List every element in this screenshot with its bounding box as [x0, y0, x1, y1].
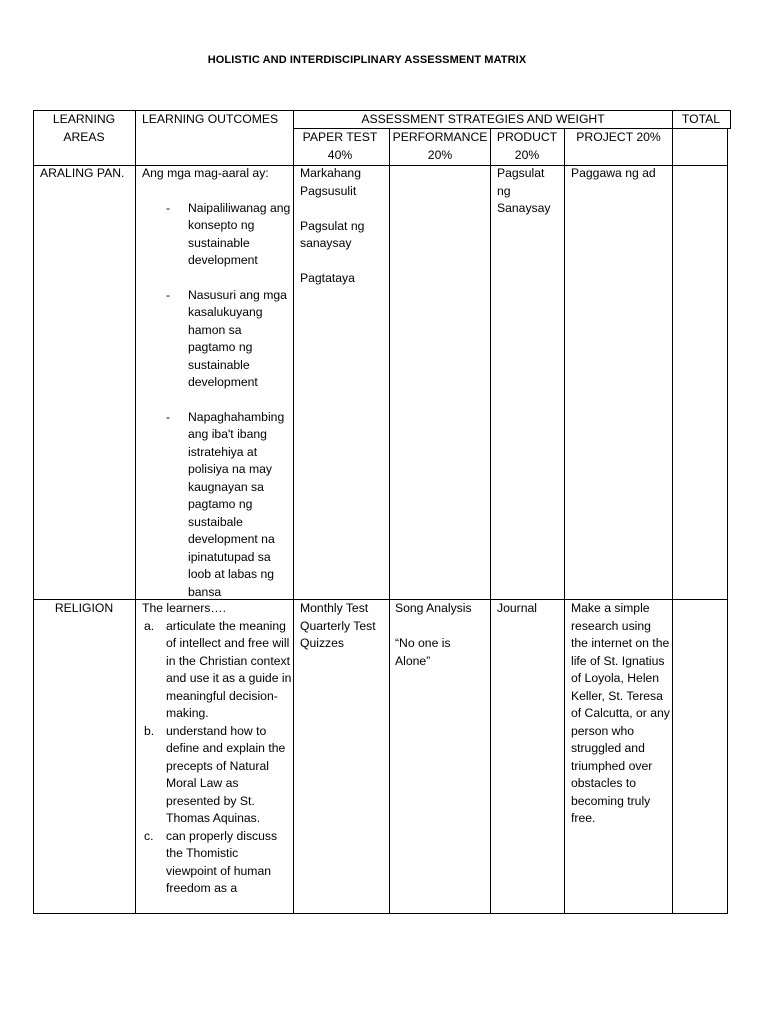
row-2-paper-test — [300, 600, 390, 653]
header-performance: PERFORMANCE 20% — [392, 130, 488, 162]
row-1-learning-area: ARALING PAN. — [40, 166, 125, 180]
row-1-outcomes-intro: Ang mga mag-aaral ay: — [142, 166, 269, 180]
header-product: PRODUCT 20% — [496, 130, 558, 162]
row-2-product — [497, 600, 559, 618]
header-paper-test: PAPER TEST 40% — [302, 130, 378, 162]
row-2-outcomes-intro: The learners…. — [142, 601, 226, 615]
row-2-performance — [395, 600, 487, 670]
row-1-outcomes-list — [142, 200, 292, 602]
list-item-marker: a. — [144, 618, 155, 633]
list-item-marker: - — [166, 200, 171, 215]
row-2-project — [571, 600, 671, 828]
paper-test-line: Quarterly Test — [300, 618, 376, 633]
document-title: HOLISTIC AND INTERDISCIPLINARY ASSESSMENT MATRIX — [207, 54, 527, 66]
col-divider-3 — [389, 128, 390, 914]
product-line: Journal — [497, 601, 537, 615]
list-item — [166, 409, 292, 602]
list-item — [142, 723, 292, 828]
paper-test-line: Monthly Test — [300, 601, 369, 615]
paper-test-line: Quizzes — [300, 636, 345, 650]
col-divider-2 — [293, 110, 294, 914]
list-item — [166, 287, 292, 392]
header-project: PROJECT 20% — [576, 130, 661, 144]
col-divider-6 — [672, 110, 673, 914]
list-item-marker: c. — [144, 828, 154, 843]
col-border-left — [33, 110, 34, 914]
list-item-text: Nasusuri ang mga kasalukuyang hamon sa pagtamo ng sustainable development — [188, 287, 287, 389]
paper-test-line: Pagtataya — [300, 271, 355, 285]
col-divider-1 — [135, 110, 136, 914]
blank-line — [300, 200, 386, 218]
list-item-marker: - — [166, 287, 171, 302]
blank-line — [300, 253, 386, 271]
row-1-project — [571, 165, 671, 183]
row-2-learning-outcomes — [142, 600, 292, 898]
performance-line: Song Analysis — [395, 601, 472, 615]
col-divider-4 — [490, 128, 491, 914]
product-line: Pagsulat ng Sanaysay — [497, 166, 551, 215]
paper-test-line: Pagsulat ng sanaysay — [300, 218, 365, 250]
header-total: TOTAL — [681, 112, 721, 126]
col-divider-5 — [564, 128, 565, 914]
list-item-marker: b. — [144, 723, 155, 738]
blank-line — [395, 618, 487, 636]
row-1-paper-test — [300, 165, 386, 288]
performance-line: “No one is Alone” — [395, 636, 451, 668]
paper-test-line: Markahang Pagsusulit — [300, 166, 361, 198]
row-2-learning-area: RELIGION — [54, 601, 114, 615]
list-item-text: understand how to define and explain the precepts of Natural Moral Law as presented by St. Thomas Aquinas. — [166, 723, 286, 825]
row-1-learning-outcomes — [142, 165, 292, 601]
list-item-text: Napaghahambing ang iba't ibang istratehiya at polisiya na may kaugnayan sa pagtamo ng sustaibale development na ipinatutupad sa loob at labas ng bansa — [188, 409, 285, 599]
list-item — [166, 200, 292, 270]
header-assessment-strategies: ASSESSMENT STRATEGIES AND WEIGHT — [361, 112, 605, 126]
col-border-right — [727, 128, 728, 914]
list-item-marker: - — [166, 409, 171, 424]
list-item — [142, 618, 292, 723]
total-header-right — [730, 110, 731, 129]
header-learning-areas: LEARNING AREAS — [52, 112, 116, 144]
table-border-bottom — [33, 913, 728, 914]
list-item-text: can properly discuss the Thomistic viewpoint of human freedom as a — [166, 828, 278, 895]
project-line: Paggawa ng ad — [571, 166, 656, 180]
header-learning-outcomes: LEARNING OUTCOMES — [142, 112, 279, 126]
list-item-text: Naipaliliwanag ang konsepto ng sustainable development — [188, 200, 291, 267]
project-line: Make a simple research using the internet on the life of St. Ignatius of Loyola, Helen Keller, St. Teresa of Calcutta, or any person who struggled and triumphed over obstacles to becoming truly free. — [571, 601, 670, 825]
list-item — [142, 828, 292, 898]
list-item-text: articulate the meaning of intellect and free will in the Christian context and use it as a guide in meaningful decision-making. — [166, 618, 292, 720]
row-1-product — [497, 165, 559, 218]
